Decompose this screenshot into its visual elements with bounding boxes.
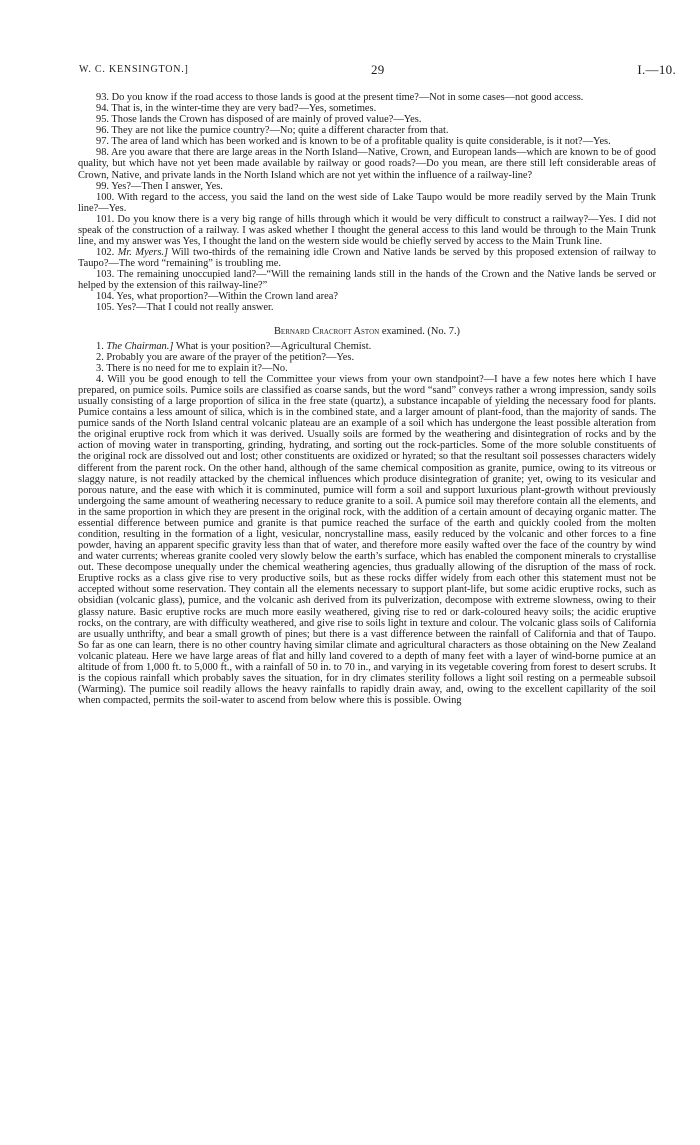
page-header	[79, 62, 676, 80]
question-text: What is your position?—Agricultural Chemist.	[175, 340, 372, 352]
paragraph-q2: 2. Probably you are aware of the prayer of the petition?—Yes.	[96, 351, 355, 363]
paragraph-q103: 103. The remaining unoccupied land?—“Will the remaining lands still in the hands of the Crown and the Native lands be served or helped by the extension of this railway-line?”	[78, 269, 656, 292]
question-number: 1.	[96, 340, 104, 352]
paragraph-q104: 104. Yes, what proportion?—Within the Crown land area?	[96, 291, 338, 303]
paragraph-q105: 105. Yes?—That I could not really answer.	[96, 302, 274, 314]
paragraph-q93: 93. Do you know if the road access to those lands is good at the present time?—Not in some cases—not good access.	[96, 92, 584, 103]
question-number: 102.	[96, 247, 115, 259]
paragraph-q97: 97. The area of land which has been worked and is known to be of a profitable quality is quite considerable, is it not?—Yes.	[96, 136, 611, 148]
paragraph-q95: 95. Those lands the Crown has disposed of are mainly of proved value?—Yes.	[96, 114, 422, 126]
paragraph-q4: 4. Will you be good enough to tell the Committee your views from your own standpoint?—I have a few notes here which I have prepared, on pumice soils. Pumice soils are classified as coarse sands, but the word “sand” conveys rather a wrong impression, sandy soils usually consisting of a large proportion of silica in the free state (quartz), a substance incapable of yielding the necessary food for plants. Pumice contains a less amount of silica, which is in the combined state, and a larger amount of plant-food, than the majority of sands. The pumice sands of the North Island central volcanic plateau are an example of a soil which has undergone the least possible alteration from the original eruptive rock from which it was derived. Usually soils are formed by the weathering and disintegration of rocks and by the action of moving water in transporting, grinding, hydrating, and sorting out the rock-particles. Some of the more soluble constituents of the original rock are dissolved out and lost; other constituents are oxidized or hyrated; so that the resultant soil possesses characters widely different from the parent rock. On the other hand, although of the same chemical composition as granite, pumice, owing to its vitreous or slaggy nature, is not readily attacked by the chemical influences which produce disintegration of granite; yet, owing to its vesicular and porous nature, and the ease with which it is comminuted, pumice will form a soil and support luxurious plant-growth without previously undergoing the same amount of weathering necessary to reduce granite to a soil. A pumice soil may therefore contain all the elements, and in the same proportion in which they are present in the original rock, with the addition of a certain amount of decaying organic matter. The essential difference between pumice and granite is that pumice reached the surface of the earth and quickly cooled from the molten condition, resulting in the formation of a light, vesicular, noncrystalline mass, easily reduced by the volcanic and other forces to a fine powder, having an apparent specific gravity less than that of water, and therefore more easily wafted over the face of the country by wind and water currents; whereas granite cooled very slowly below the earth’s surface, which has enabled the component minerals to crystallise out. These decompose unequally under the chemical weathering agencies, thus gradually allowing of the disruption of the mass of rock. Eruptive rocks as a class give rise to very productive soils, but as these rocks differ widely from each other this statement must not be accepted without some reservation. They contain all the elements necessary to support plant-life, but some acidic eruptive rocks, such as obsidian (volcanic glass), pumice, and the volcanic ash derived from its pulverization, decompose with extreme slowness, owing to their glassy nature. Basic eruptive rocks are much more easily weathered, giving rise to red or dark-coloured heavy soils; the acidic eruptive rocks, on the contrary, are with difficulty weathered, and give rise to soils light in texture and colour. The volcanic glass soils of California are usually unthrifty, and bear a small growth of pines; but there is a vast difference between the rainfall of California and that of Taupo. So far as one can learn, there is no other country having similar climate and agricultural characters as those obtaining on the New Zealand volcanic plateau. Here we have large areas of flat and hilly land covered to a depth of many feet with a layer of wind-borne pumice at an altitude of from 1,000 ft. to 5,000 ft., with a rainfall of 50 in. to 70 in., and varying in its vegetable covering from forest to desert scrubs. It is the copious rainfall which probably saves the situation, for in dry climates sterility follows a light soil resting on a permeable subsoil (Warming). The pumice soil readily allows the heavy rainfalls to rapidly drain away, and, owing to the excellent capillarity of the soil when compacted, permits the soil-water to ascend from below where this is possible. Owing	[78, 373, 656, 707]
paragraph-q1	[78, 341, 656, 352]
paragraph-q101: 101. Do you know there is a very big range of hills through which it would be very difficult to construct a railway?—Yes. I did not speak of the construction of a railway. I was asked whether I thought the general access to this land would be through to the Main Trunk line, and my answer was Yes, I thought the land on the western side would be chiefly served by access to the Main Trunk line.	[78, 213, 656, 248]
section-heading	[78, 326, 656, 337]
paragraph-q94: 94. That is, in the winter-time they are very bad?—Yes, sometimes.	[96, 103, 377, 115]
body-text	[78, 92, 656, 706]
page-number: 29	[371, 62, 385, 77]
paragraph-q102	[78, 247, 656, 269]
question-text: Will two-thirds of the remaining idle Crown and Native lands be served by this proposed extension of railway to Taupo?—The word “remaining” is troubling me.	[78, 247, 656, 270]
paragraph-q99: 99. Yes?—Then I answer, Yes.	[96, 180, 223, 192]
header-witness: W. C. KENSINGTON.]	[79, 64, 189, 75]
paragraph-q98: 98. Are you aware that there are large areas in the North Island—Native, Crown, and European lands—which are known to be of good quality, but which have not yet been made available by railway or good roads?—Do you mean, are there still left considerable areas of Crown, Native, and private lands in the North Island which are not yet within the influence of a railway-line?	[78, 147, 656, 181]
speaker-name: The Chairman.]	[106, 340, 174, 352]
paragraph-q3: 3. There is no need for me to explain it?—No.	[96, 362, 288, 374]
witness-name: Bernard Cracroft Aston	[273, 325, 380, 337]
paragraph-q100: 100. With regard to the access, you said the land on the west side of Lake Taupo would be more readily served by the Main Trunk line?—Yes.	[78, 191, 656, 214]
document-code: I.—10.	[637, 62, 676, 77]
paragraph-q96: 96. They are not like the pumice country?—No; quite a different character from that.	[96, 125, 449, 137]
speaker-name: Mr. Myers.]	[117, 247, 169, 259]
section-heading-suffix: examined. (No. 7.)	[381, 325, 461, 337]
